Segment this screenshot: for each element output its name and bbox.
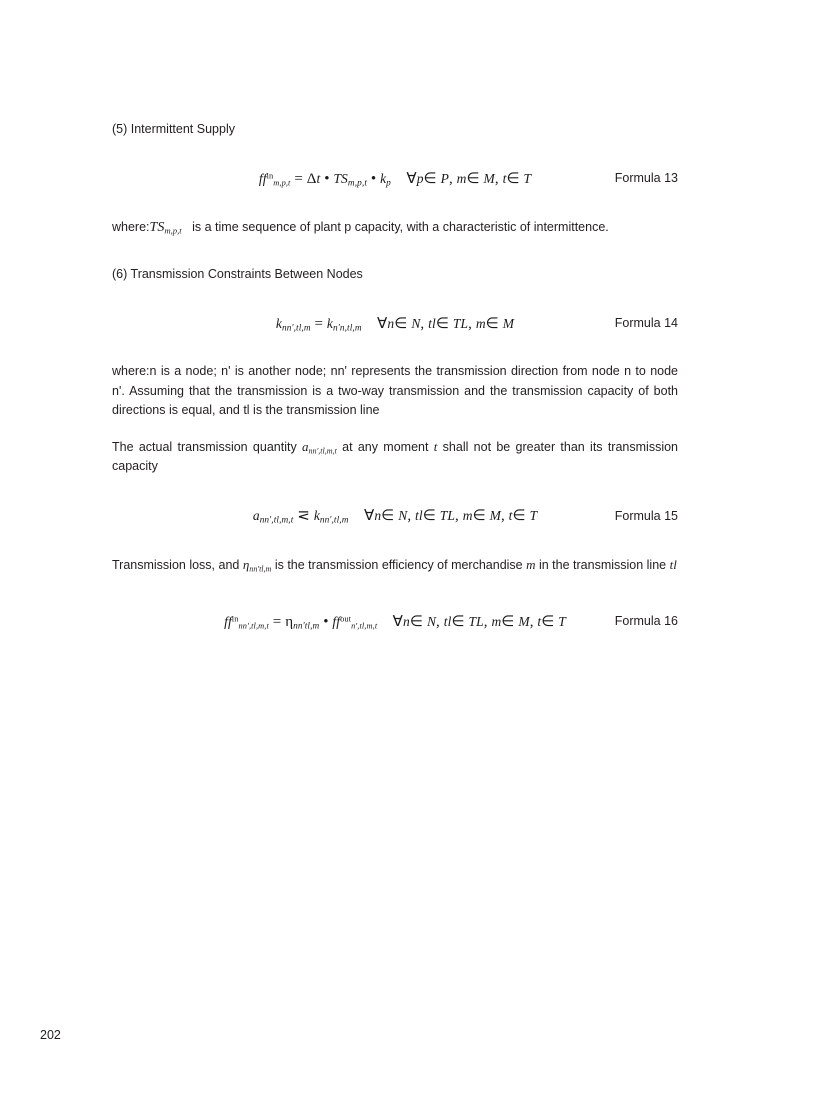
paragraph-transmission-direction: where:n is a node; n' is another node; nn' represents the transmission direction from node n to node n'. Assuming that the transmission is a two-way transmission and the transmission capacity of both directions is equal, and tl is the transmission line [112,364,678,418]
formula-14-label: Formula 14 [614,316,678,331]
formula-13-row [112,161,678,195]
inline-symbol-tl: tl [669,556,677,572]
formula-16-label: Formula 16 [614,614,678,629]
page-content [112,120,678,641]
page-number: 202 [40,1028,61,1042]
inline-symbol-t: t [433,438,438,454]
formula-15-row [112,499,678,533]
inline-symbol-a: $a_{nn',tl,m,t}$ [302,438,337,455]
inline-symbol-eta: $\eta_{nn'tl,m}$ [242,556,272,573]
section-heading-6: (6) Transmission Constraints Between Nodes [112,267,363,282]
formula-13-label: Formula 13 [614,171,678,186]
where-13-paragraph [112,217,678,239]
formula-16-row [112,601,678,641]
paragraph-actual-quantity-c: shall not be greater than its transmission capacity [112,439,678,474]
inline-symbol-m: m [526,556,536,572]
paragraph-transmission-loss [112,555,678,576]
where-13-symbol: $TS_{m,p,t}$ [149,220,182,236]
section-heading-5: (5) Intermittent Supply [112,122,235,136]
formula-13-expression: $ff^{in}_{m,p,t} = \Delta t$ • $TS_{m,p,t}$ • $k_p$ ∀p∈ P, m∈ M, t∈ T [258,170,532,189]
paragraph-transmission-loss-c: in the transmission line [535,557,670,572]
paragraph-actual-quantity-b: at any moment [336,439,434,454]
paragraph-actual-quantity [112,437,678,477]
paragraph-actual-quantity-a: The actual transmission quantity [112,439,303,454]
where-13-suffix: is a time sequence of plant p capacity, with a characteristic of intermittence. [188,220,609,235]
paragraph-transmission-loss-a: Transmission loss, and [112,557,243,572]
formula-14-expression: $k_{nn',tl,m} = k_{n'n,tl,m}$ ∀n∈ N, tl∈ TL, m∈ M [275,315,515,334]
formula-16-expression: $ff^{in}_{nn',tl,m,t} = \eta_{nn'tl,m}$ • $ff^{out}_{n',tl,m,t}$ ∀n∈ N, tl∈ TL, m∈ M, t∈ T [224,613,566,632]
formula-14-row [112,306,678,340]
paragraph-transmission-loss-b: is the transmission efficiency of merchandise [271,557,527,572]
where-13-prefix: where: [112,220,150,235]
formula-15-expression: $a_{nn',tl,m,t}$ ⋜ $k_{nn',tl,m}$ ∀n∈ N, tl∈ TL, m∈ M, t∈ T [252,507,538,526]
formula-15-label: Formula 15 [614,508,678,523]
